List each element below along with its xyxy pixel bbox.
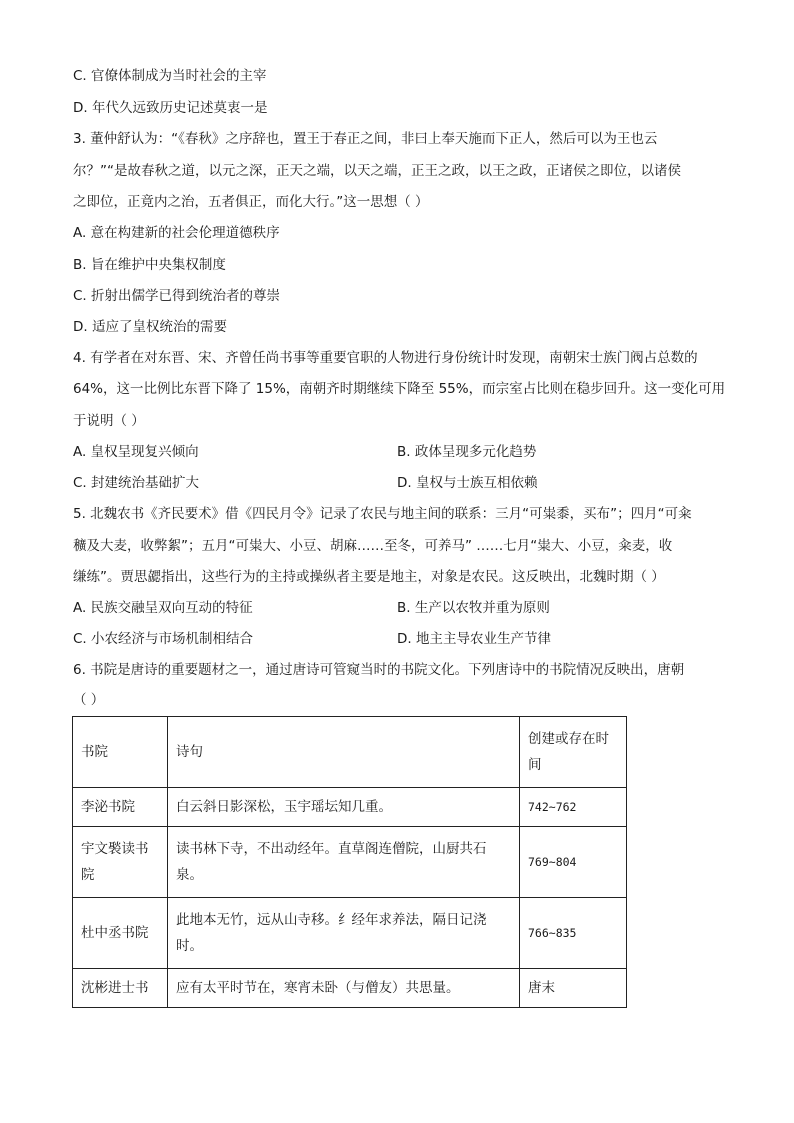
q4-option-b: B. 政体呈现多元化趋势 bbox=[397, 444, 537, 460]
table-cell-poem: 应有太平时节在，寒宵未卧（与僧友）共思量。 bbox=[168, 969, 520, 1008]
table-cell-poem: 读书林下寺，不出动经年。直草阁连僧院，山厨共石泉。 bbox=[168, 827, 520, 898]
table-row bbox=[73, 898, 627, 969]
q6-stem-line: 6. 书院是唐诗的重要题材之一，通过唐诗可管窥当时的书院文化。下列唐诗中的书院情况反映出，唐朝 bbox=[73, 662, 685, 678]
table-cell-period: 唐末 bbox=[520, 969, 627, 1008]
q5-stem-line: 穬及大麦，收弊絮”；五月“可粜大、小豆、胡麻……至冬，可养马” ……七月“粜大、小豆，籴麦，收 bbox=[73, 538, 673, 554]
q5-option-b: B. 生产以农牧并重为原则 bbox=[397, 600, 550, 616]
table-cell-academy: 杜中丞书院 bbox=[73, 898, 168, 969]
table-header-cell: 诗句 bbox=[168, 717, 520, 788]
q2-option-d: D. 年代久远致历史记述莫衷一是 bbox=[73, 100, 268, 116]
table-row bbox=[73, 969, 627, 1008]
q5-stem-line: 5. 北魏农书《齐民要术》借《四民月令》记录了农民与地主间的联系：三月“可粜黍，买布”；四月“可籴 bbox=[73, 506, 692, 522]
q6-stem-line: （ ） bbox=[73, 692, 105, 708]
q3-stem-line: 尔？”“是故春秋之道，以元之深，正天之端，以天之端，正王之政，以王之政，正诸侯之即位，以诸侯 bbox=[73, 163, 681, 179]
table-cell-academy: 沈彬进士书 bbox=[73, 969, 168, 1008]
table-cell-academy: 李泌书院 bbox=[73, 788, 168, 827]
table-cell-period: 769~804 bbox=[520, 827, 627, 898]
table-cell-poem: 白云斜日影深松，玉宇瑶坛知几重。 bbox=[168, 788, 520, 827]
q5-option-c: C. 小农经济与市场机制相结合 bbox=[73, 631, 254, 647]
table-cell-academy: 宇文褧读书院 bbox=[73, 827, 168, 898]
q3-option-d: D. 适应了皇权统治的需要 bbox=[73, 319, 227, 335]
table-header-row bbox=[73, 717, 627, 788]
table-row bbox=[73, 827, 627, 898]
q3-stem-line: 3. 董仲舒认为：“《春秋》之序辞也，置王于春正之间，非曰上奉天施而下正人，然后可以为王也云 bbox=[73, 131, 658, 147]
q3-option-a: A. 意在构建新的社会伦理道德秩序 bbox=[73, 225, 280, 241]
table-cell-poem: 此地本无竹，远从山寺移。纟经年求养法，隔日记浇时。 bbox=[168, 898, 520, 969]
table-cell-period: 766~835 bbox=[520, 898, 627, 969]
table-cell-period: 742~762 bbox=[520, 788, 627, 827]
table-header-cell: 创建或存在时间 bbox=[520, 717, 627, 788]
q3-option-c: C. 折射出儒学已得到统治者的尊崇 bbox=[73, 288, 281, 304]
q5-option-a: A. 民族交融呈双向互动的特征 bbox=[73, 600, 253, 616]
q4-option-c: C. 封建统治基础扩大 bbox=[73, 475, 200, 491]
table-header-cell: 书院 bbox=[73, 717, 168, 788]
q4-stem-line: 64%，这一比例比东晋下降了 15%，南朝齐时期继续下降至 55%，而宗室占比则在稳步回升。这一变化可用 bbox=[73, 381, 726, 397]
table-row bbox=[73, 788, 627, 827]
q4-stem-line: 于说明（ ） bbox=[73, 413, 145, 429]
q5-option-d: D. 地主主导农业生产节律 bbox=[397, 631, 551, 647]
q2-option-c: C. 官僚体制成为当时社会的主宰 bbox=[73, 68, 267, 84]
q4-stem-line: 4. 有学者在对东晋、宋、齐曾任尚书事等重要官职的人物进行身份统计时发现，南朝宋士族门阀占总数的 bbox=[73, 350, 698, 366]
q3-option-b: B. 旨在维护中央集权制度 bbox=[73, 257, 226, 273]
q3-stem-line: 之即位，正竟内之治，五者俱正，而化大行。”这一思想（ ） bbox=[73, 194, 429, 210]
q4-option-d: D. 皇权与士族互相依赖 bbox=[397, 475, 538, 491]
q4-option-a: A. 皇权呈现复兴倾向 bbox=[73, 444, 199, 460]
q5-stem-line: 缣练”。贾思勰指出，这些行为的主持或操纵者主要是地主，对象是农民。这反映出，北魏时期（ ） bbox=[73, 569, 665, 585]
academy-table bbox=[72, 716, 627, 1008]
